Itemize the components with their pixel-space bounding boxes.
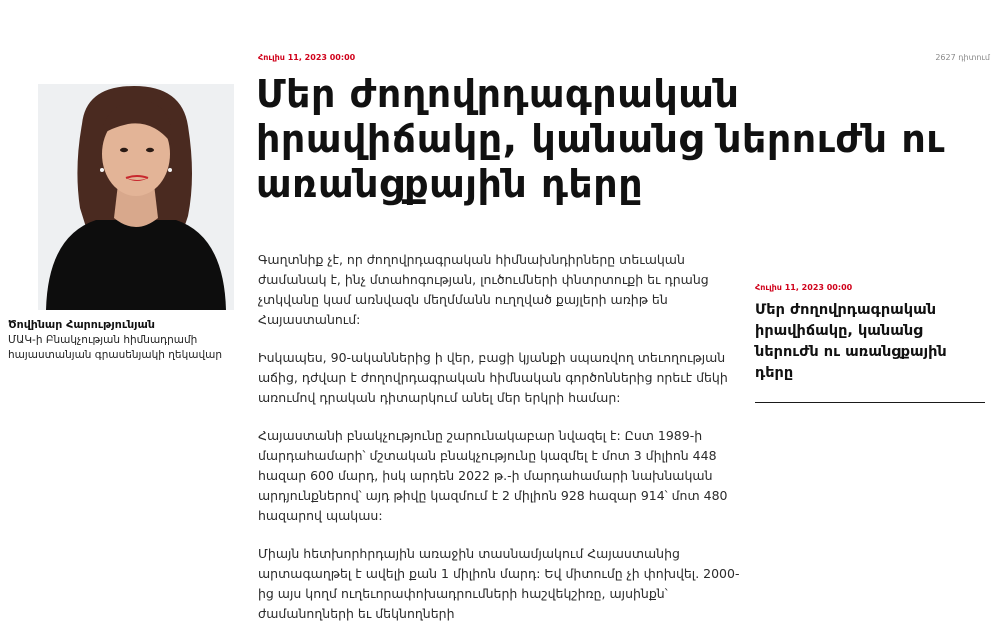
- article-body: [258, 250, 746, 642]
- author-photo: [38, 84, 234, 310]
- author-name[interactable]: Ծովինար Հարությունյան: [8, 318, 155, 331]
- article-paragraph: Իսկապես, 90-ականներից ի վեր, բացի կյանքի սպառվող տեւողության աճից, դժվար է ժողովրդագրական հիմնական գործոններից որեւէ մեկի առումով դրական դիտարկում անել մեր երկրի համար:: [258, 350, 728, 405]
- article-title: Մեր ժողովրդագրական իրավիճակը, կանանց ներուժն ու առանցքային դերը: [256, 72, 945, 206]
- related-article-card[interactable]: [755, 283, 985, 403]
- related-article-title[interactable]: Մեր ժողովրդագրական իրավիճակը, կանանց ներուժն ու առանցքային դերը: [755, 302, 947, 381]
- article-paragraph: Միայն հետխորհրդային առաջին տասնամյակում Հայաստանից արտագաղթել է ավելի քան 1 միլիոն մարդ: Եվ միտումը չի փոխվել. 2000-ից այս կողմ ուղեւորափոխադրումների հաշվեկշիռը, այսինքն՝ ժամանողների եւ մեկնողների: [258, 546, 740, 621]
- article-paragraph: Գաղտնիք չէ, որ ժողովրդագրական հիմնախնդիրները տեւական ժամանակ է, ինչ մտահոգության, լուծումների փնտրտուքի եւ դրանց չտկվանը կամ առնվազն մեղմմանն ուղղված քայլերի առիթ են Հայաստանում:: [258, 252, 709, 327]
- view-count: 2627 դիտում: [935, 53, 990, 62]
- publish-date: Հուլիս 11, 2023 00:00: [258, 53, 356, 62]
- portrait-image: [38, 84, 234, 310]
- author-role: ՄԱԿ-ի Բնակչության հիմնադրամի հայաստանյան գրասենյակի ղեկավար: [8, 334, 223, 361]
- article-paragraph: Հայաստանի բնակչությունը շարունակաբար նվազել է: Ըստ 1989-ի մարդահամարի՝ մշտական բնակչությունը կազմել է մոտ 3 միլիոն 448 հազար 600 մարդ, իսկ արդեն 2022 թ.-ի մարդահամարի նախնական արդյունքներով՝ այդ թիվը կազմում է 2 միլիոն 928 հազար 914՝ մոտ 480 հազարով պակաս:: [258, 428, 728, 523]
- related-article-date: Հուլիս 11, 2023 00:00: [755, 283, 853, 292]
